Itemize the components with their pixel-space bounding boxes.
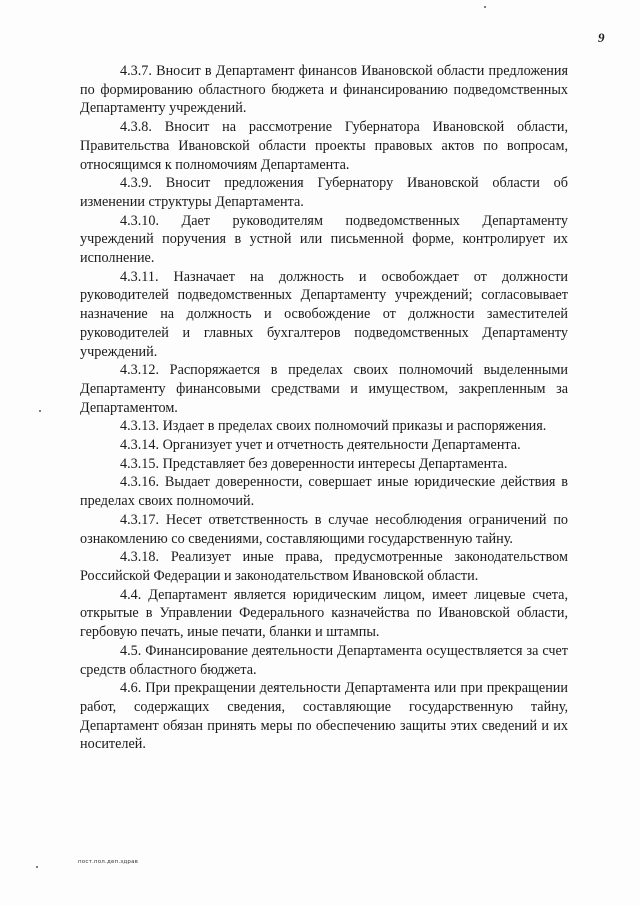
paragraph-4-3-11: 4.3.11. Назначает на должность и освобождает от должности руководителей подведомственных Департаменту учреждений; согласовывает назначение на должность и освобождение от должности заместителей руководителей и главных бухгалтеров подведомственных Департаменту учреждений. (80, 268, 568, 360)
scan-speck (39, 410, 41, 412)
paragraph-4-3-14: 4.3.14. Организует учет и отчетность деятельности Департамента. (120, 437, 521, 454)
paragraph-4-3-13: 4.3.13. Издает в пределах своих полномочий приказы и распоряжения. (120, 418, 547, 435)
document-body (80, 62, 568, 754)
paragraph-4-3-8: 4.3.8. Вносит на рассмотрение Губернатора Ивановской области, Правительства Ивановской области проекты правовых актов по вопросам, относящимся к полномочиям Департамента. (80, 119, 568, 173)
paragraph-4-3-10: 4.3.10. Дает руководителям подведомственных Департаменту учреждений поручения в устной или письменной форме, контролирует их исполнение. (80, 212, 568, 267)
paragraph-4-3-9: 4.3.9. Вносит предложения Губернатору Ивановской области об изменении структуры Департамента. (80, 175, 568, 210)
paragraph-4-3-12: 4.3.12. Распоряжается в пределах своих полномочий выделенными Департаменту финансовыми средствами и имуществом, закрепленным за Департаментом. (80, 362, 568, 416)
paragraph-4-4: 4.4. Департамент является юридическим лицом, имеет лицевые счета, открытые в Управлении Федерального казначейства по Ивановской области, гербовую печать, иные печати, бланки и штампы. (80, 586, 568, 641)
paragraph-4-3-15: 4.3.15. Представляет без доверенности интересы Департамента. (120, 455, 508, 472)
paragraph-4-6: 4.6. При прекращении деятельности Департамента или при прекращении работ, содержащих сведения, составляющие государственную тайну, Департамент обязан принять меры по обеспечению защиты этих сведений и их носителей. (80, 680, 568, 753)
scan-speck (484, 6, 486, 8)
paragraph-4-3-7: 4.3.7. Вносит в Департамент финансов Ивановской области предложения по формированию областного бюджета и финансированию подведомственных Департаменту учреждений. (80, 63, 568, 117)
page-number: 9 (598, 30, 605, 45)
footer-file-note: пост.пол.деп.здрав (78, 859, 139, 865)
scan-speck (36, 866, 38, 868)
paragraph-4-3-17: 4.3.17. Несет ответственность в случае несоблюдения ограничений по ознакомлению со сведениями, составляющими государственную тайну. (80, 511, 568, 547)
paragraph-4-3-18: 4.3.18. Реализует иные права, предусмотренные законодательством Российской Федерации и законодательством Ивановской области. (80, 549, 568, 584)
paragraph-4-5: 4.5. Финансирование деятельности Департамента осуществляется за счет средств областного бюджета. (80, 642, 568, 678)
paragraph-4-3-16: 4.3.16. Выдает доверенности, совершает иные юридические действия в пределах своих полномочий. (80, 474, 568, 510)
